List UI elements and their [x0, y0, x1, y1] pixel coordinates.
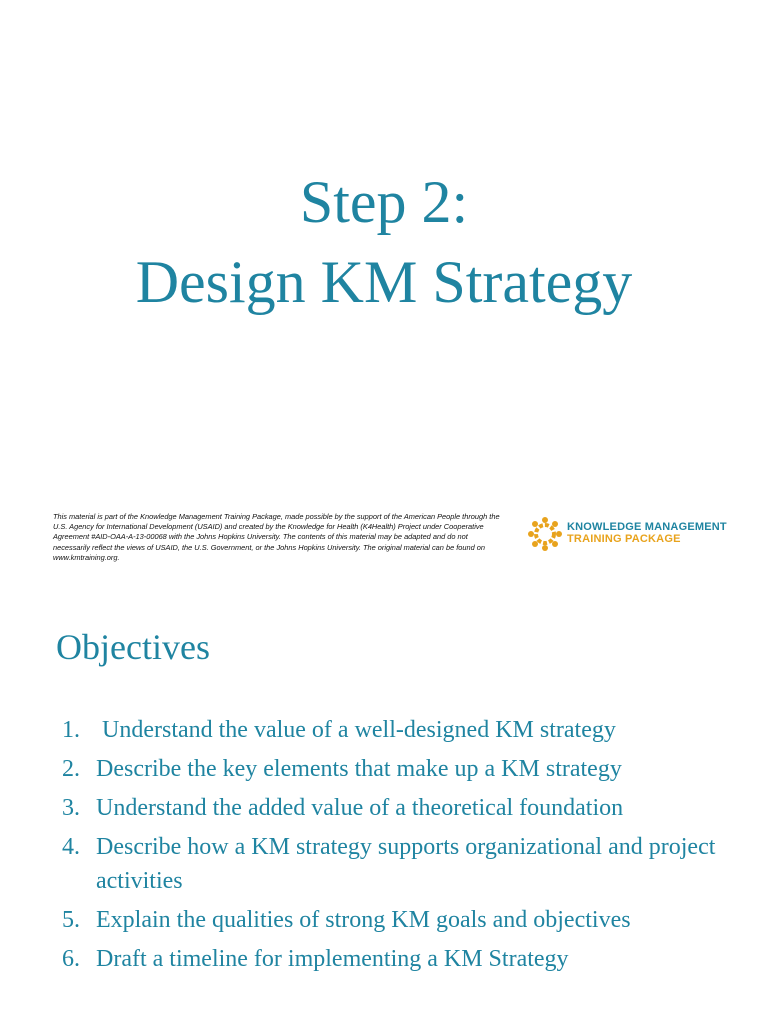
objective-text: Explain the qualities of strong KM goals and objectives	[96, 907, 631, 933]
objective-text: Draft a timeline for implementing a KM Strategy	[96, 946, 569, 972]
objectives-heading: Objectives	[56, 627, 210, 667]
objective-number: 5.	[62, 907, 80, 933]
objective-item	[62, 791, 722, 825]
title-line-1: Step 2:	[299, 169, 469, 235]
objective-item	[62, 713, 722, 747]
objective-text: Describe how a KM strategy supports organizational and project activities	[96, 834, 716, 894]
objective-number: 2.	[62, 756, 80, 782]
objective-number: 4.	[62, 834, 80, 860]
title-line-2: Design KM Strategy	[135, 249, 633, 315]
objectives-slide	[0, 592, 768, 1024]
objective-number: 3.	[62, 795, 80, 821]
people-circle-icon	[526, 515, 564, 553]
logo-line-2: TRAINING PACKAGE	[567, 533, 681, 545]
objective-number: 6.	[62, 946, 80, 972]
slide-title	[0, 162, 768, 322]
logo-line-1: KNOWLEDGE MANAGEMENT	[567, 521, 727, 533]
objective-text: Describe the key elements that make up a KM strategy	[96, 756, 622, 782]
objective-item	[62, 752, 722, 786]
objective-text: Understand the added value of a theoretical foundation	[96, 795, 624, 821]
km-training-logo	[526, 515, 746, 555]
objective-item	[62, 942, 722, 976]
objective-number: 1.	[62, 717, 80, 743]
attribution-text: This material is part of the Knowledge Management Training Package, made possible by the support of the American People through the U.S. Agency for International Development (USAID) and created by the Knowledge for Health (K4Health) Project under Cooperative Agreement #AID-OAA-A-13-00068 with the Johns Hopkins University. The contents of this material may be adapted and do not necessarily reflect the views of USAID, the U.S. Government, or the Johns Hopkins University. The original material can be found on www.kmtraining.org.	[53, 512, 500, 562]
objective-text: Understand the value of a well-designed KM strategy	[102, 717, 616, 743]
objectives-list	[62, 713, 722, 981]
objective-item	[62, 830, 722, 898]
objective-item	[62, 903, 722, 937]
